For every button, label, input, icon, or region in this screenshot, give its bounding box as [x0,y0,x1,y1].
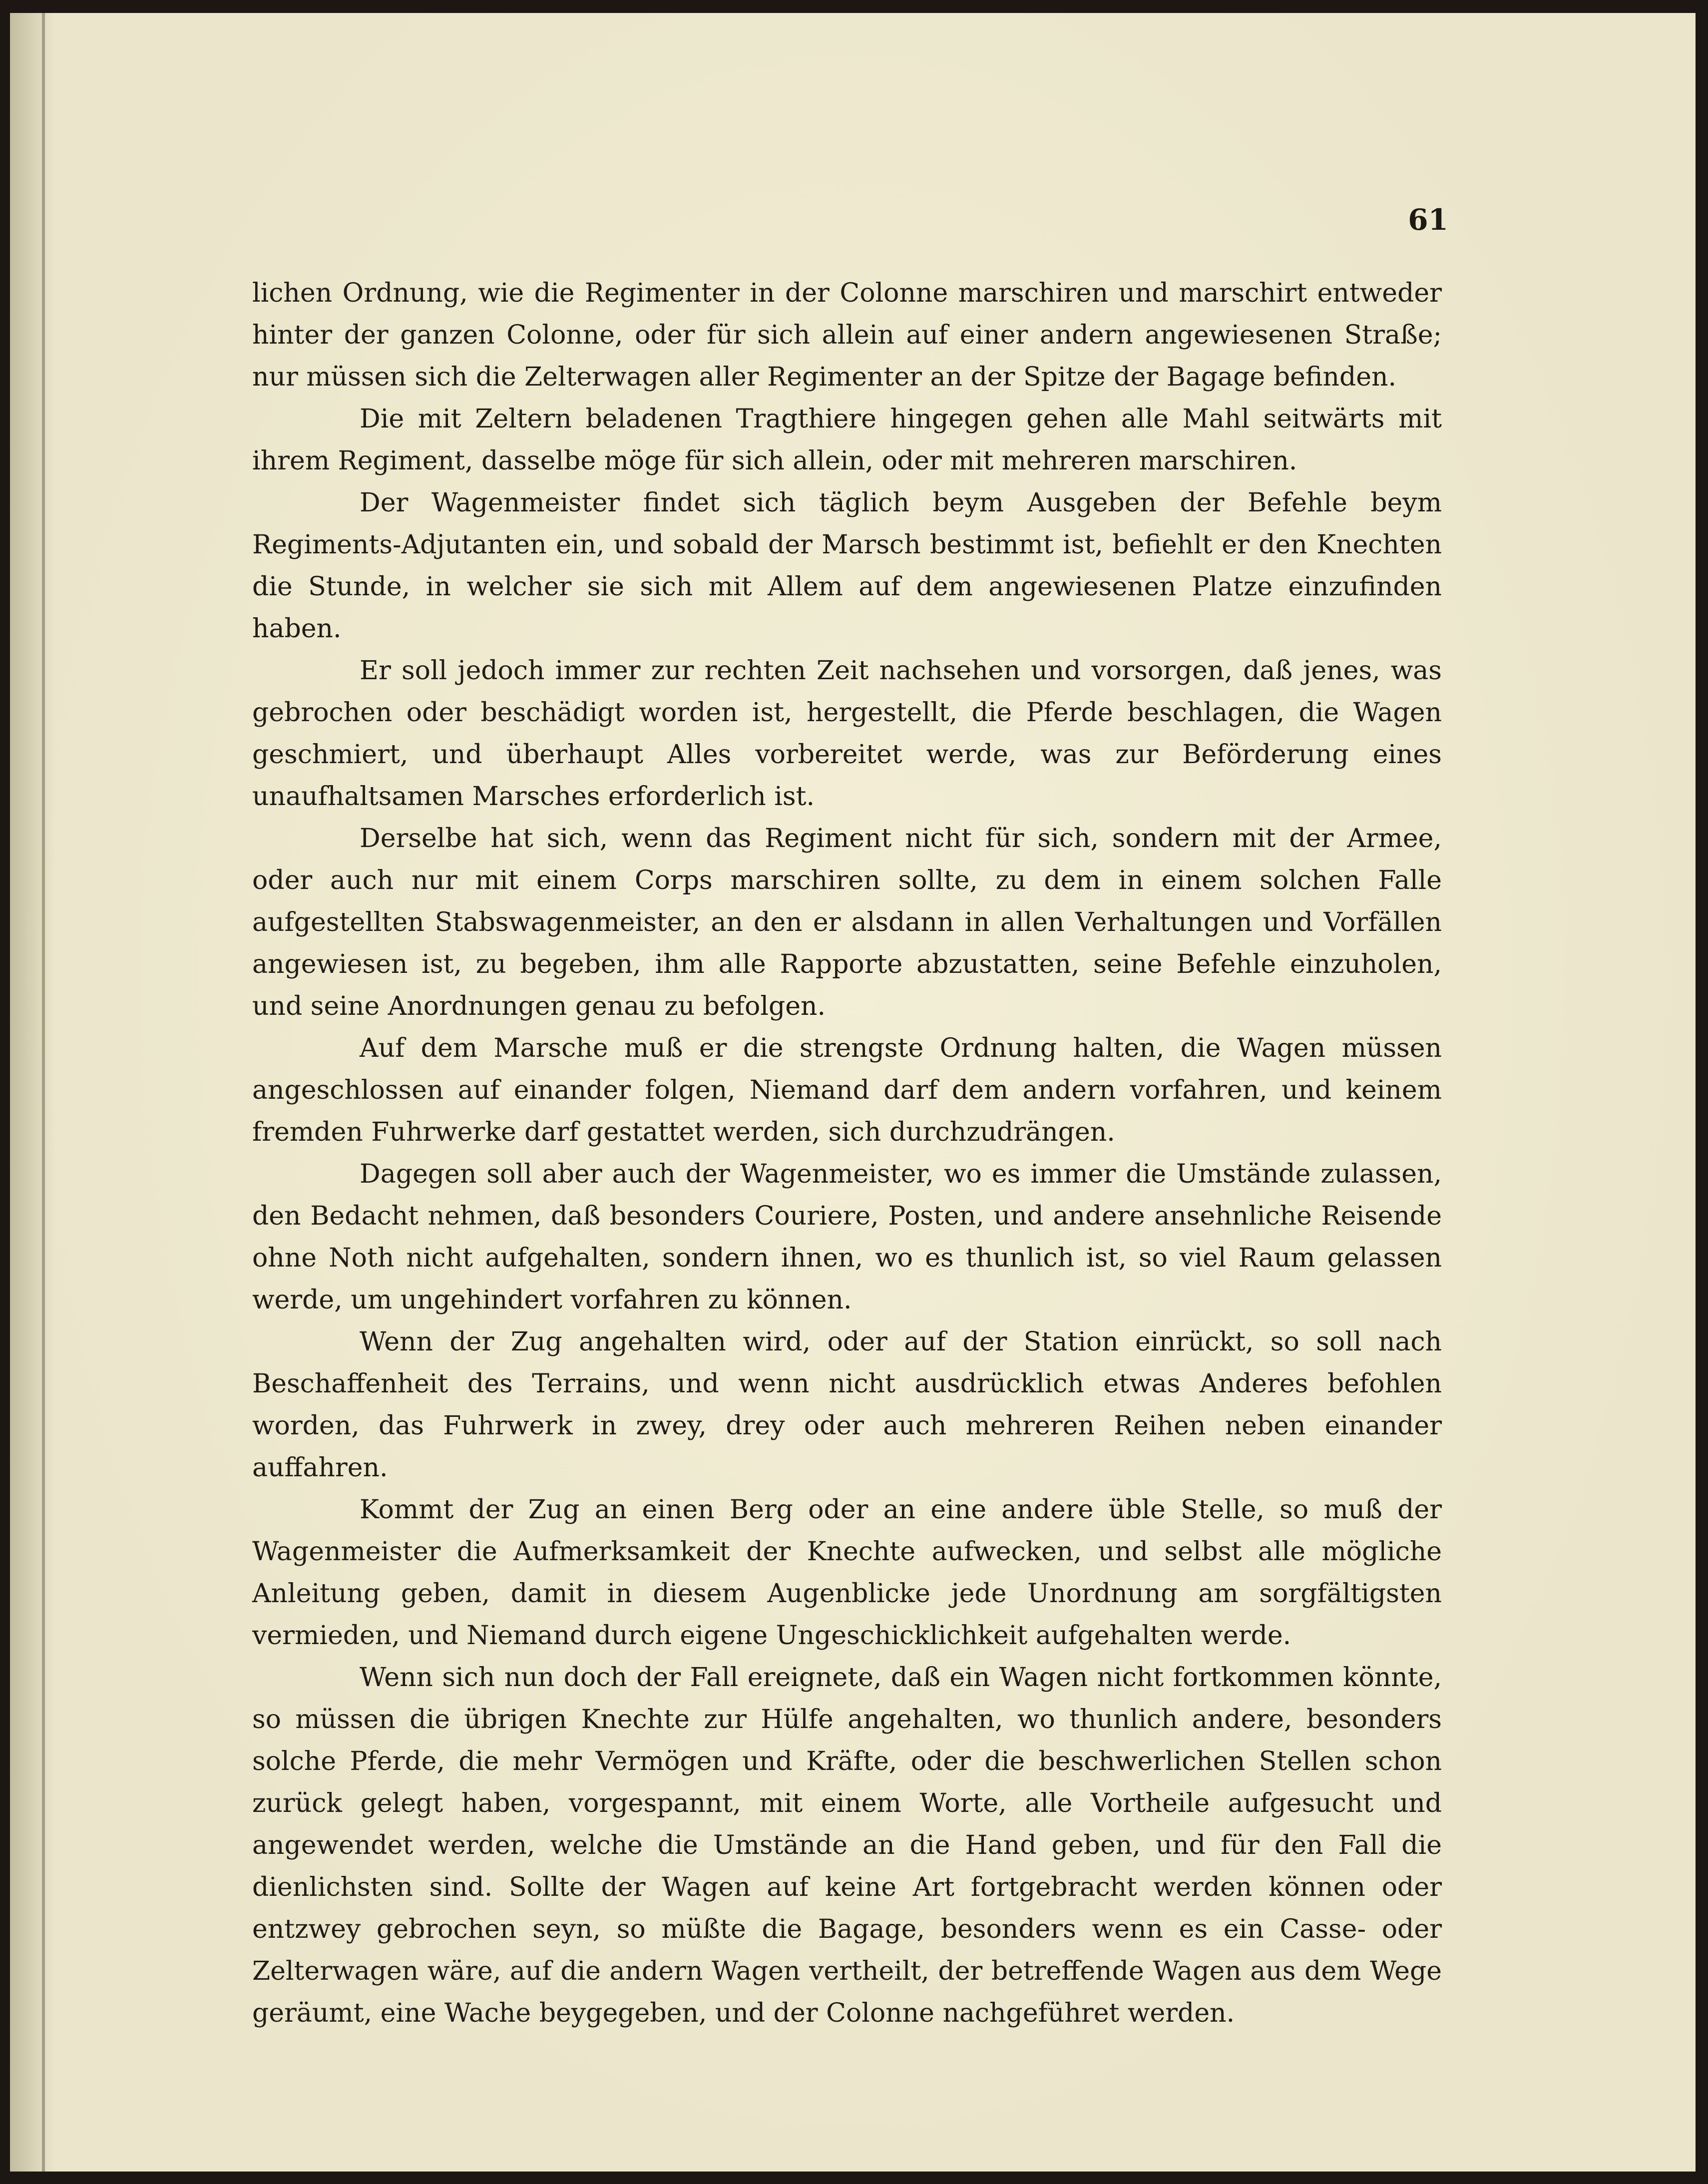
body-text [252,272,1442,2028]
paragraph-stabswagenmeister: Derselbe hat sich, wenn das Regiment nicht für sich, sondern mit der Armee, oder auch nur mit einem Corps marschiren sollte, zu dem in einem solchen Falle aufgestellten Stabswagenmeister, an den er alsdann in allen Verhaltungen und Vorfällen angewiesen ist, zu begeben, ihm alle Rapporte abzustatten, seine Befehle einzuholen, und seine Anordnungen genau zu befolgen. [252,824,1442,1021]
paragraph-couriere: Dagegen soll aber auch der Wagenmeister, wo es immer die Umstände zulassen, den Bedacht nehmen, daß besonders Couriere, Posten, und andere ansehnliche Reisende ohne Noth nicht aufgehalten, sondern ihnen, wo es thunlich ist, so viel Raum gelassen werde, um ungehindert vorfahren zu können. [252,1159,1442,1315]
paragraph-tragthiere: Die mit Zeltern beladenen Tragthiere hingegen gehen alle Mahl seitwärts mit ihrem Regiment, dasselbe möge für sich allein, oder mit mehreren marschiren. [252,404,1442,476]
paragraph-berg: Kommt der Zug an einen Berg oder an eine andere üble Stelle, so muß der Wagenmeister die Aufmerksamkeit der Knechte aufwecken, und selbst alle mögliche Anleitung geben, damit in diesem Augenblicke jede Unordnung am sorgfältigsten vermieden, und Niemand durch eigene Ungeschicklichkeit aufgehalten werde. [252,1495,1442,1651]
page-gutter [42,13,45,2172]
page-number: 61 [1408,203,1448,237]
paragraph-ordnung-marsch: Auf dem Marsche muß er die strengste Ordnung halten, die Wagen müssen angeschlossen auf einander folgen, Niemand darf dem andern vorfahren, und keinem fremden Fuhrwerke darf gestattet werden, sich durchzudrängen. [252,1033,1442,1147]
paragraph-station: Wenn der Zug angehalten wird, oder auf der Station einrückt, so soll nach Beschaffenheit des Terrains, und wenn nicht ausdrücklich etwas Anderes befohlen worden, das Fuhrwerk in zwey, drey oder auch mehreren Reihen neben einander auffahren. [252,1327,1442,1483]
paragraph-fortkommen: Wenn sich nun doch der Fall ereignete, daß ein Wagen nicht fortkommen könnte, so müssen die übrigen Knechte zur Hülfe angehalten, wo thunlich andere, besonders solche Pferde, die mehr Vermögen und Kräfte, oder die beschwerlichen Stellen schon zurück gelegt haben, vorgespannt, mit einem Worte, alle Vortheile aufgesucht und angewendet werden, welche die Umstände an die Hand geben, und für den Fall die dienlichsten sind. Sollte der Wagen auf keine Art fortgebracht werden können oder entzwey gebrochen seyn, so müßte die Bagage, besonders wenn es ein Casse- oder Zelterwagen wäre, auf die andern Wagen vertheilt, der betreffende Wagen aus dem Wege geräumt, eine Wache beygegeben, und der Colonne nachgeführet werden. [252,1663,1442,2028]
paragraph-vorsorge: Er soll jedoch immer zur rechten Zeit nachsehen und vorsorgen, daß jenes, was gebrochen oder beschädigt worden ist, hergestellt, die Pferde beschlagen, die Wagen geschmiert, und überhaupt Alles vorbereitet werde, was zur Beförderung eines unaufhaltsamen Marsches erforderlich ist. [252,656,1442,812]
paragraph-continuation: lichen Ordnung, wie die Regimenter in der Colonne marschiren und marschirt entweder hinter der ganzen Colonne, oder für sich allein auf einer andern angewiesenen Straße; nur müssen sich die Zelterwagen aller Regimenter an der Spitze der Bagage befinden. [252,278,1442,392]
paragraph-wagenmeister-befehle: Der Wagenmeister findet sich täglich beym Ausgeben der Befehle beym Regiments-Adjutanten ein, und sobald der Marsch bestimmt ist, befiehlt er den Knechten die Stunde, in welcher sie sich mit Allem auf dem angewiesenen Platze einzufinden haben. [252,488,1442,644]
